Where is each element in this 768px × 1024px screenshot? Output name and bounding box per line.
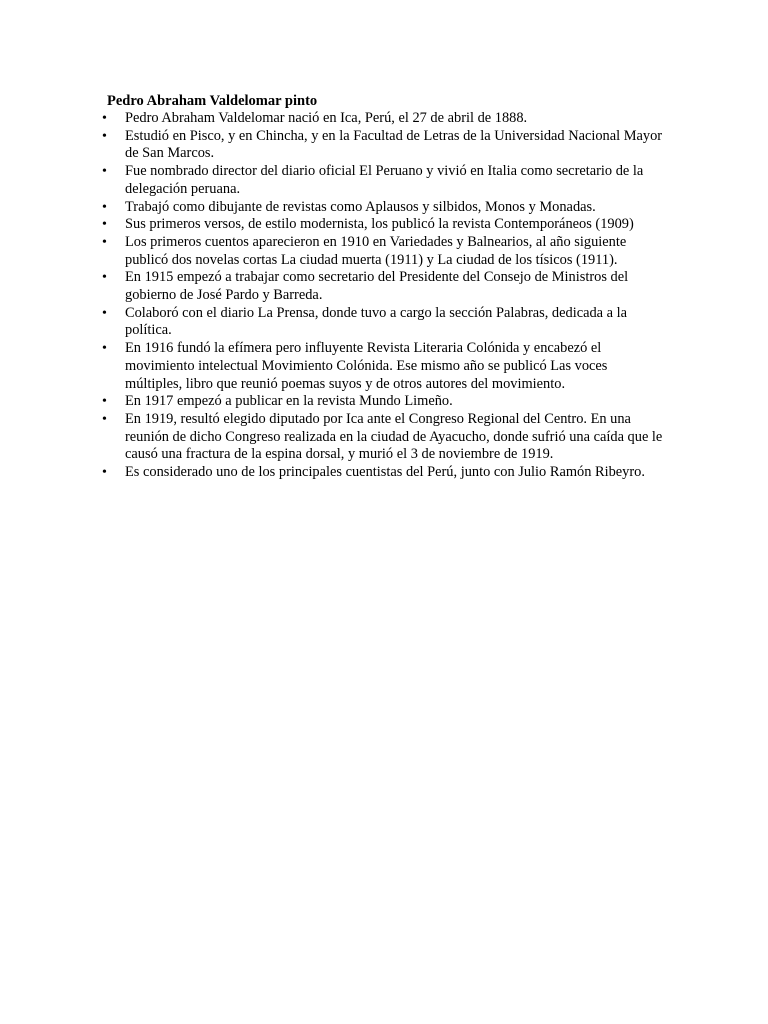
bullet-icon: •: [102, 270, 107, 286]
bullet-icon: •: [102, 341, 107, 357]
list-item-text: Estudió en Pisco, y en Chincha, y en la Facultad de Letras de la Universidad Nacional Mayor de San Marcos.: [125, 127, 663, 162]
list-item-text: En 1915 empezó a trabajar como secretario del Presidente del Consejo de Ministros del gobierno de José Pardo y Barreda.: [125, 269, 629, 304]
list-item: [102, 216, 665, 234]
bullet-icon: •: [102, 199, 107, 215]
list-item: [102, 393, 665, 411]
bullet-icon: •: [102, 128, 107, 144]
document-title: Pedro Abraham Valdelomar pinto: [107, 93, 318, 109]
list-item-text: Fue nombrado director del diario oficial El Peruano y vivió en Italia como secretario de la delegación peruana.: [125, 163, 644, 197]
list-item-text: Trabajó como dibujante de revistas como Aplausos y silbidos, Monos y Monadas.: [125, 198, 596, 215]
list-item-text: Los primeros cuentos aparecieron en 1910 en Variedades y Balnearios, al año siguiente publicó dos novelas cortas La ciudad muerta (1911) y La ciudad de los tísicos (1911).: [125, 233, 627, 268]
list-item-text: En 1917 empezó a publicar en la revista Mundo Limeño.: [125, 393, 453, 410]
list-item: [102, 163, 665, 198]
list-item: [102, 127, 665, 163]
list-item-text: Colaboró con el diario La Prensa, donde tuvo a cargo la sección Palabras, dedicada a la política.: [125, 304, 628, 339]
list-item: [102, 198, 665, 217]
bullet-icon: •: [102, 111, 107, 126]
list-item-text: Sus primeros versos, de estilo modernista, los publicó la revista Contemporáneos (1909): [125, 216, 634, 233]
list-item-text: En 1919, resultó elegido diputado por Ica ante el Congreso Regional del Centro. En una reunión de dicho Congreso realizada en la ciudad de Ayacucho, donde sufrió una caída que le causó una fractura de la espina dorsal, y murió el 3 de noviembre de 1919.: [125, 410, 663, 463]
list-item-text: Pedro Abraham Valdelomar nació en Ica, Perú, el 27 de abril de 1888.: [125, 110, 528, 126]
bullet-icon: •: [102, 234, 107, 250]
list-item: [102, 233, 665, 269]
list-item: [102, 110, 665, 128]
list-item-text: Es considerado uno de los principales cuentistas del Perú, junto con Julio Ramón Ribeyro.: [125, 464, 645, 481]
list-item: [102, 410, 665, 464]
bullet-icon: •: [102, 164, 107, 180]
list-item: [102, 269, 665, 304]
bullet-icon: •: [102, 305, 107, 321]
bullet-icon: •: [102, 217, 107, 233]
bullet-icon: •: [102, 411, 107, 427]
biography-list: [102, 110, 665, 482]
bullet-icon: •: [102, 465, 107, 481]
list-item-text: En 1916 fundó la efímera pero influyente Revista Literaria Colónida y encabezó el movimiento intelectual Movimiento Colónida. Ese mismo año se publicó Las voces múltiples, libro que reunió poemas suyos y de otros autores del movimiento.: [125, 340, 608, 392]
list-item: [102, 464, 665, 482]
list-item: [102, 340, 665, 393]
bullet-icon: •: [102, 394, 107, 410]
list-item: [102, 304, 665, 340]
